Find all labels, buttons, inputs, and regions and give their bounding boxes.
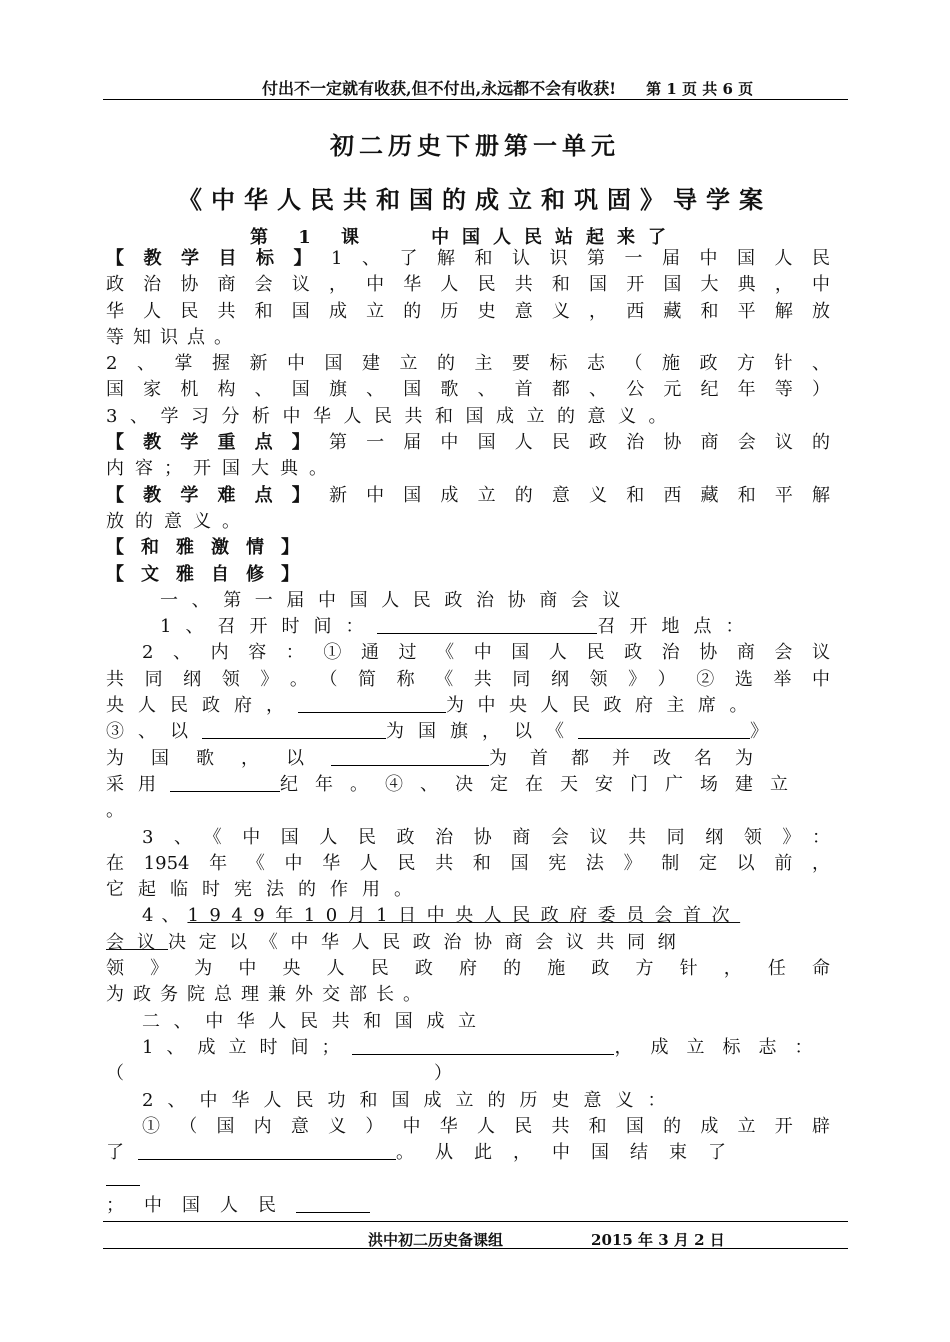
text-line: 1、召开时间： 召开地点： bbox=[160, 616, 758, 638]
text-line: 内容；开国大典。 bbox=[106, 458, 338, 480]
header-motto: 付出不一定就有收获,但不付出,永远都不会有收获! bbox=[262, 79, 617, 98]
fill-blank[interactable] bbox=[202, 721, 386, 739]
page-footer bbox=[368, 1229, 725, 1250]
underlined-text: 1949年10月1日中央人民政府委员会首次 bbox=[187, 905, 741, 927]
text-line: 一、第一届中国人民政治协商会议 bbox=[160, 589, 634, 611]
header-rule bbox=[103, 99, 848, 100]
page-header bbox=[262, 76, 753, 99]
text-line: 等知识点。 bbox=[106, 326, 241, 348]
text-line: 2、中华人民功和国成立的历史意义： bbox=[142, 1089, 680, 1111]
page-number: 第 1 页 共 6 页 bbox=[646, 80, 754, 98]
text-line: 它起临时宪法的作用。 bbox=[106, 879, 426, 901]
text-line: 【教学难点】新中国成立的意义和西藏和平解 bbox=[106, 484, 831, 506]
main-title: 《中华人民共和国的成立和巩固》导学案 bbox=[178, 185, 772, 214]
text-line: 3、《中国人民政治协商会议共同纲领》： bbox=[142, 826, 830, 848]
fill-blank[interactable] bbox=[352, 1037, 614, 1055]
text-line: （ ） bbox=[106, 1063, 452, 1085]
text-line: 【教学目标】1、了解和认识第一届中国人民 bbox=[106, 248, 830, 269]
text-line: 了 。从此，中国结束了 bbox=[106, 1142, 747, 1164]
text-line: 为政务院总理兼外交部长。 bbox=[106, 984, 430, 1006]
fill-blank[interactable] bbox=[377, 616, 597, 634]
text-line: 采用 纪年。④、决定在天安门广场建立 bbox=[106, 773, 805, 795]
text-line: 2、掌握新中国建立的主要标志（施政方针、 bbox=[106, 353, 830, 375]
underlined-text: 会议 bbox=[106, 931, 168, 953]
text-line: 华人民共和国成立的历史意义，西藏和平解放 bbox=[106, 300, 830, 322]
text-line: 4、1949年10月1日中央人民政府委员会首次 bbox=[142, 905, 741, 927]
text-line: 。 bbox=[106, 800, 124, 822]
text-line: 国家机构、国旗、国歌、首都、公元纪年等） bbox=[106, 379, 830, 401]
text-line: 领》为中央人民政府的施政方针，任命 bbox=[106, 958, 830, 980]
text-line: 放的意义。 bbox=[106, 510, 251, 532]
fill-blank[interactable] bbox=[106, 1168, 140, 1186]
text-line: 二、中华人民共和国成立 bbox=[142, 1010, 490, 1032]
text-line: 3、学习分析中华人民共和国成立的意义。 bbox=[106, 405, 679, 427]
text-line: ；中国人民 bbox=[106, 1193, 830, 1219]
unit-title: 初二历史下册第一单元 bbox=[330, 131, 620, 160]
fill-blank[interactable] bbox=[296, 1195, 370, 1213]
text-line: 政治协商会议，中华人民共和国开国大典，中 bbox=[106, 274, 830, 296]
footer-bottom-rule bbox=[103, 1248, 848, 1249]
section-heading: 【和雅激情】 bbox=[106, 537, 316, 559]
lesson-number: 第 1 课 bbox=[250, 227, 372, 248]
text-line: 为国歌，以 为首都并改名为 bbox=[106, 747, 776, 769]
footer-rule bbox=[103, 1221, 848, 1222]
footer-date: 2015 年 3 月 2 日 bbox=[591, 1231, 725, 1249]
text-line: 2、内容：①通过《中国人民政治协商会议 bbox=[142, 642, 830, 664]
lesson-name: 中国人民站起来了 bbox=[431, 227, 680, 248]
fill-blank[interactable] bbox=[298, 695, 446, 713]
text-line: 1、成立时间； ，成立标志： bbox=[142, 1036, 831, 1058]
fill-blank[interactable] bbox=[170, 774, 280, 792]
fill-blank[interactable] bbox=[331, 748, 489, 766]
text-line: ③、以 为国旗，以《 》 bbox=[106, 721, 768, 743]
text-line: ①（国内意义）中华人民共和国的成立开辟 bbox=[142, 1115, 830, 1137]
text-line: 会议决定以《中华人民政治协商会议共同纲 bbox=[106, 931, 689, 953]
text-line: 在1954年《中华人民共和国宪法》制定以前， bbox=[106, 852, 830, 874]
fill-blank[interactable] bbox=[578, 721, 750, 739]
text-line bbox=[106, 1166, 830, 1192]
text-line: 央人民政府， 为中央人民政府主席。 bbox=[106, 695, 761, 717]
document-body bbox=[106, 246, 830, 1219]
fill-blank[interactable] bbox=[138, 1142, 396, 1160]
footer-group: 洪中初二历史备课组 bbox=[368, 1231, 504, 1249]
section-heading: 【文雅自修】 bbox=[106, 563, 316, 585]
text-line: 【教学重点】第一届中国人民政治协商会议的 bbox=[106, 432, 831, 454]
text-line: 共同纲领》。（简称《共同纲领》）②选举中 bbox=[106, 668, 830, 690]
